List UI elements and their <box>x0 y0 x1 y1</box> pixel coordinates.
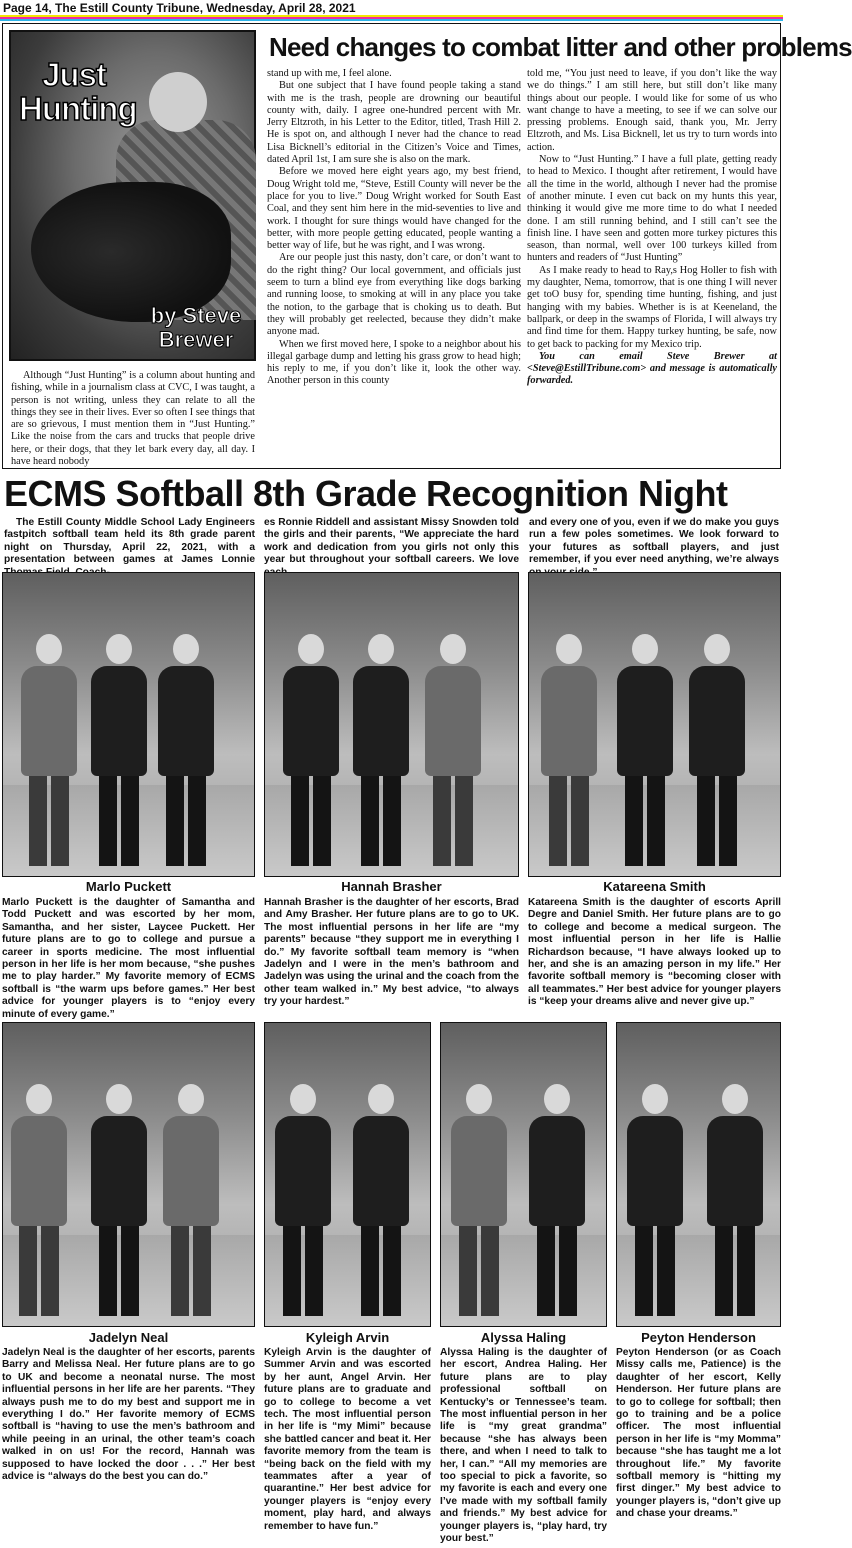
player-photo-jadelyn-neal <box>2 1022 255 1327</box>
intro-paragraph: The Estill County Middle School Lady Engineers fastpitch softball team held its 8th grade parent night on Thursday, April 22, 2021, with a presentation between games at James Lonnie <box>4 517 255 566</box>
player-photo-katareena-smith <box>528 572 781 877</box>
column-paragraph: Although “Just Hunting” is a column about hunting and fishing, while in a journalism class at CVC, I was taught, a person is not writing, unless they can relate to all the things they see in their lives. Ever so often I see things that are so grievous, I must mention them in “Just Hunting.” Like the noise from the cars and trucks that people drive here, or their dogs, that they let bark every day, all day. I have heard nobody <box>11 370 255 468</box>
player-name-caption: Jadelyn Neal <box>88 1330 169 1345</box>
bio-paragraph: Marlo Puckett is the daughter of Samantha and Todd Puckett and was escorted by her mom, Samantha, and her sister, Laycee Puckett. Her future plans are to go to college and pursue a career in sports medicine. The most influential person in her life is her mom because, “she pushes me to play harder.” My favorite memory of ECMS softball is “the warm ups before games.” Her best advice for younger players is to “enjoy every minute of every game.” <box>2 897 255 1020</box>
player-name-caption: Hannah Brasher <box>341 879 442 894</box>
player-bio-hannah-brasher <box>264 897 519 1009</box>
softball-intro-col1 <box>4 517 255 579</box>
softball-intro-col2 <box>264 517 519 579</box>
column-logo-title: Just Hunting <box>19 56 137 127</box>
player-bio-peyton-henderson <box>616 1347 781 1521</box>
bio-paragraph: Hannah Brasher is the daughter of her escorts, Brad and Amy Brasher. Her future plans are to go to UK. The most influential persons in her life are “my parents” because “they support me in everything I do.” My favorite softball team memory is “when Jadelyn and I were in the men’s bathroom and Jadelyn was using the urinal and the coach from the other team walked in.” My best advice, “to always try your hardest.” <box>264 897 519 1008</box>
hunter-head <box>149 72 207 132</box>
column-paragraph: Before we moved here eight years ago, my best friend, Doug Wright told me, “Steve, Estill County will never be the place for you to live.” Doug Wright worked for South East Coal, and they sent him here in the mid-seventies to live and work. I thought for sure things would have changed for the better, with more people getting educated, people wanting a better way of life, but he was right, and I was wrong. <box>267 166 521 252</box>
page-header-text: Page 14, The Estill County Tribune, Wednesday, April 28, 2021 <box>3 1 356 15</box>
column-paragraph: stand up with me, I feel alone. <box>267 68 392 79</box>
column-text-col3 <box>527 68 777 388</box>
bio-paragraph: Kyleigh Arvin is the daughter of Summer Arvin and was escorted by her aunt, Angel Arvin. Her future plans are to graduate and go to college to become a vet tech. The most influential person in her life is “my Mimi” because she battled cancer and beat it. Her favorite memory from the team is “being back on the field with my teammates after a year of quarantine.” Her best advice for younger players is “enjoy every moment, play hard, and always remember to have fun.” <box>264 1347 431 1532</box>
page-header <box>0 0 783 20</box>
header-rule-cyan <box>0 19 783 21</box>
player-name-caption: Katareena Smith <box>603 879 706 894</box>
column-text-col2 <box>267 68 521 388</box>
column-paragraph: When we first moved here, I spoke to a neighbor about his illegal garbage dump and letting his grass grow to head high; his reply to me, if you don’t like it, look the other way. Another person in this county <box>267 338 521 387</box>
bio-paragraph: Katareena Smith is the daughter of escorts Aprill Degre and Daniel Smith. Her future plans are to go to college and become a medical surgeon. The most influential person in her life is Hallie Richardson because, “I have always looked up to her, and she is an amazing person in my life.” Her favorite softball memory is “becoming closer with all teammates.” Her best advice for younger players is “keep your dreams alive and never give up.” <box>528 897 781 1008</box>
column-paragraph: As I make ready to head to Ray,s Hog Holler to fish with my daughter, Nema, tomorrow, that is one thing I will never get toO busy for, spending time hunting, fishing, and just hanging with my babies. Whether is is at Keeneland, the ballpark, or deep in the swamps of Florida, I will always try and find time for them. Happy turkey hunting, be safe, now to get back to packing for my Mexico trip. <box>527 264 777 350</box>
intro-paragraph: es Ronnie Riddell and assistant Missy Snowden told the girls and their parents, “We appreciate the hard work and dedication from you girls not only this year but throughout your softball careers. We love <box>264 517 519 566</box>
player-name-caption: Peyton Henderson <box>641 1330 756 1345</box>
player-name-caption: Marlo Puckett <box>85 879 172 894</box>
player-photo-hannah-brasher <box>264 572 519 877</box>
player-photo-alyssa-haling <box>440 1022 607 1327</box>
bio-paragraph: Jadelyn Neal is the daughter of her escorts, parents Barry and Melissa Neal. Her future plans are to go to UK and become a neonatal nurse. The most influential persons in her life are her parents. “They always push me to do my best and support me in everything I do.” Her favorite memory of ECMS softball is “having to use the men’s bathroom and while peeing in an urinal, the other team’s coach walked in on us! For the record, Hannah was supposed to have locked the door . . .” Her best advice is “always do the best you can do.” <box>2 1347 255 1483</box>
bio-paragraph: Alyssa Haling is the daughter of her escort, Andrea Haling. Her future plans are to play professional softball on Kentucky’s or Tennessee’s team. The most influential person in her life is “my great grandma” because “she has always been there, and when I need to talk to her, I can.” “All my memories are too special to pick a favorite, so my favorite is each and every one I’ve made with my softball family and friends.” My best advice for younger players is, “play hard, try your best.” <box>440 1347 607 1545</box>
intro-paragraph: and every one of you, even if we do make you guys run a few poles sometimes. We look forward to your futures as softball players, and just remember, if you ever need anything, we’re always <box>529 517 779 566</box>
column-logo-byline: by Steve Brewer <box>150 303 242 352</box>
softball-headline: ECMS Softball 8th Grade Recognition Night <box>4 473 728 514</box>
player-bio-kyleigh-arvin <box>264 1347 431 1533</box>
column-headline: Need changes to combat litter and other problems <box>269 32 852 62</box>
column-paragraph: But one subject that I have found people taking a stand with me is the trash, people are drowning our beautiful county with, daily. I agree one-hundred percent with Mr. Jerry Eltzroth, in his Letter to the Editor, titled, Trash Hill 2. He is spot on, and although I never had the chance to read Lisa Bicknell’s editorial in the Citizen’s Voice and Times, dated April 1st, I am sure she is also on the mark. <box>267 80 521 166</box>
player-photo-peyton-henderson <box>616 1022 781 1327</box>
column-paragraph: Are our people just this nasty, don’t care, or don’t want to do the right thing? Our local government, and officials just seem to turn a blind eye from everything like dogs barking and running loose, to smoking at will in any place you take the notion, to the garbage that is choking us to death. But they will probably get reelected, because they didn’t make anyone mad. <box>267 252 521 338</box>
column-email-note: You can email Steve Brewer at <Steve@EstillTribune.com> and message is automatically forwarded. <box>527 350 777 387</box>
softball-intro-col3 <box>529 517 779 579</box>
column-paragraph: told me, “You just need to leave, if you don’t like the way we do things.” I am still here, but still don’t like many things about our people. I would like for some of us who want change to have a meeting, to see if we can solve our pressing problems. Enough said, thank you, Mr. Jerry Eltzroth, and Ms. Lisa Bicknell, let us try to turn words into action. <box>527 68 777 153</box>
turkey-figure <box>31 182 231 322</box>
bio-paragraph: Peyton Henderson (or as Coach Missy calls me, Patience) is the daughter of her escort, Kelly Henderson. Her future plans are to go to college for softball; then go to training and be a police officer. The most influential person in her life is “my Momma” because “she has taught me a lot throughout life.” My favorite softball memory is “hitting my first dinger.” My best advice to younger players is, “don’t give up and chase your dreams.” <box>616 1347 781 1520</box>
column-text-col1 <box>11 370 255 468</box>
player-photo-kyleigh-arvin <box>264 1022 431 1327</box>
player-name-caption: Alyssa Haling <box>480 1330 567 1345</box>
player-bio-katareena-smith <box>528 897 781 1009</box>
player-bio-alyssa-haling <box>440 1347 607 1546</box>
column-photo <box>9 30 256 361</box>
just-hunting-column <box>2 23 852 469</box>
player-bio-jadelyn-neal <box>2 1347 255 1483</box>
player-photo-marlo-puckett <box>2 572 255 877</box>
player-bio-marlo-puckett <box>2 897 255 1021</box>
column-paragraph: Now to “Just Hunting.” I have a full plate, getting ready to head to Mexico. I thought after retirement, I would have all the time in the world, although I never had the promise of another minute. I even cut back on my hunts this year, thinking it would give me more time to do what I needed done. I am still running behind, and I still can’t see the finish line. I have seen and gotten more turkey pictures this season, than normal, well over 100 turkeys killed from hunters and readers of “Just Hunting” <box>527 154 777 264</box>
player-name-caption: Kyleigh Arvin <box>305 1330 390 1345</box>
